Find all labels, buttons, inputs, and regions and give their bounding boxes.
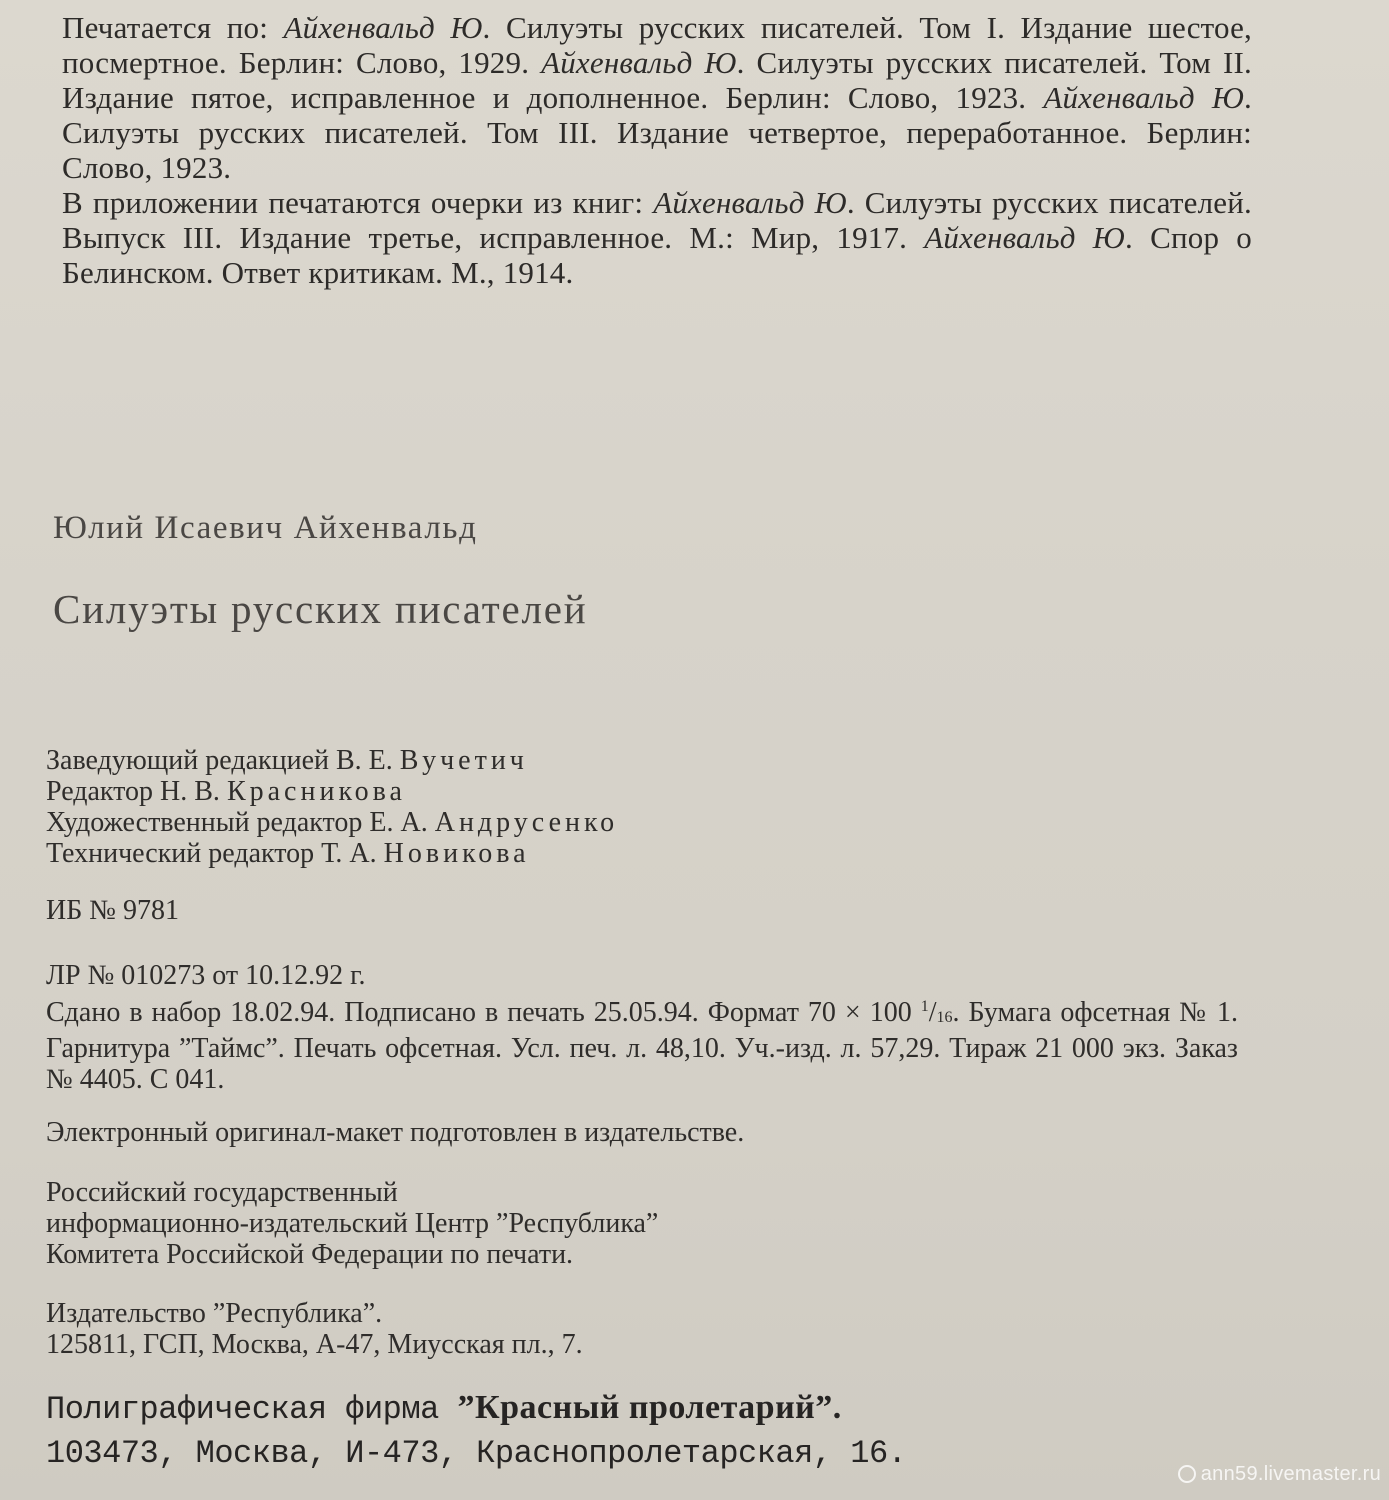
source-text: . Силуэты русских писателей. Выпуск III. Издание третье, исправленное. М.: Мир, 1917. xyxy=(62,185,1252,255)
format-fraction-slash: / xyxy=(928,997,937,1028)
watermark-logo-icon xyxy=(1178,1465,1196,1483)
book-title: Силуэты русских писателей xyxy=(53,586,588,632)
printing-details xyxy=(46,960,1238,1095)
format-fraction-denominator: 16 xyxy=(936,1009,953,1026)
source-text: . Силуэты русских писателей. Том I. Издание шестое, посмертное. Берлин: Слово, 1929. xyxy=(62,10,1252,80)
printing-details-text: Сдано в набор 18.02.94. Подписано в печать 25.05.94. Формат 70 × 100 xyxy=(46,997,921,1028)
source-text: В приложении печатаются очерки из книг: xyxy=(62,185,654,220)
staff-line xyxy=(46,838,1246,869)
staff-role: Редактор Н. В. xyxy=(46,776,227,807)
printing-details-text: . Бумага офсетная № 1. Гарнитура ”Таймс”. Печать офсетная. Усл. печ. л. 48,10. Уч.-изд. л. 57,29. Тираж 21 000 экз. Заказ № 4405. С 041. xyxy=(46,997,1238,1095)
publishing-center-line: Российский государственный xyxy=(46,1177,398,1208)
printing-firm-address: 103473, Москва, И-473, Краснопролетарская, 16. xyxy=(46,1435,907,1472)
staff-line xyxy=(46,745,1246,776)
staff-name: Красникова xyxy=(226,776,406,807)
source-author-italic: Айхенвальд Ю xyxy=(924,220,1125,255)
publishing-center-line: Комитета Российской Федерации по печати. xyxy=(46,1239,574,1270)
author-name: Юлий Исаевич Айхенвальд xyxy=(53,510,478,546)
printing-firm-prefix: Полиграфическая фирма xyxy=(46,1391,458,1428)
source-author-italic: Айхенвальд Ю xyxy=(283,10,483,45)
staff-line xyxy=(46,807,1246,838)
staff-role: Заведующий редакцией В. Е. xyxy=(46,745,400,776)
source-author-italic: Айхенвальд Ю xyxy=(541,45,737,80)
source-notes xyxy=(62,10,1252,290)
ib-number: ИБ № 9781 xyxy=(46,895,180,926)
source-note-paragraph xyxy=(62,10,1252,185)
source-text: . Силуэты русских писателей. Том II. Издание пятое, исправленное и дополненное. Берлин: Слово, 1923. xyxy=(62,45,1252,115)
source-author-italic: Айхенвальд Ю xyxy=(1043,80,1245,115)
publisher-address xyxy=(46,1298,1246,1360)
source-text: . Силуэты русских писателей. Том III. Издание четвертое, переработанное. Берлин: Слово, 1923. xyxy=(62,80,1252,185)
source-text: . Спор о Белинском. Ответ критикам. М., 1914. xyxy=(62,220,1252,290)
staff-role: Технический редактор Т. А. xyxy=(46,838,384,869)
staff-role: Художественный редактор Е. А. xyxy=(46,807,435,838)
publisher-name: Издательство ”Республика”. xyxy=(46,1298,383,1329)
format-fraction-numerator: 1 xyxy=(920,998,929,1015)
staff-name: Вучетич xyxy=(399,745,528,776)
appendix-note-paragraph xyxy=(62,185,1252,290)
watermark-text: ann59.livemaster.ru xyxy=(1200,1463,1381,1485)
printing-firm-name-line xyxy=(46,1386,906,1432)
source-text: Печатается по: xyxy=(62,10,284,45)
license-number: ЛР № 010273 от 10.12.92 г. xyxy=(46,960,366,991)
publishing-center-line: информационно-издательский Центр ”Республика” xyxy=(46,1208,659,1239)
printing-firm xyxy=(46,1386,906,1476)
editorial-staff xyxy=(46,745,1246,869)
printing-firm-name: ”Красный пролетарий”. xyxy=(457,1389,842,1426)
staff-name: Новикова xyxy=(383,838,530,869)
publisher-street-address: 125811, ГСП, Москва, А-47, Миусская пл., 7. xyxy=(46,1329,583,1360)
electronic-layout-note: Электронный оригинал-макет подготовлен в издательстве. xyxy=(46,1117,745,1148)
staff-line xyxy=(46,776,1246,807)
staff-name: Андрусенко xyxy=(434,807,619,838)
watermark xyxy=(1178,1463,1381,1486)
publishing-center xyxy=(46,1177,1246,1270)
source-author-italic: Айхенвальд Ю xyxy=(653,185,847,220)
